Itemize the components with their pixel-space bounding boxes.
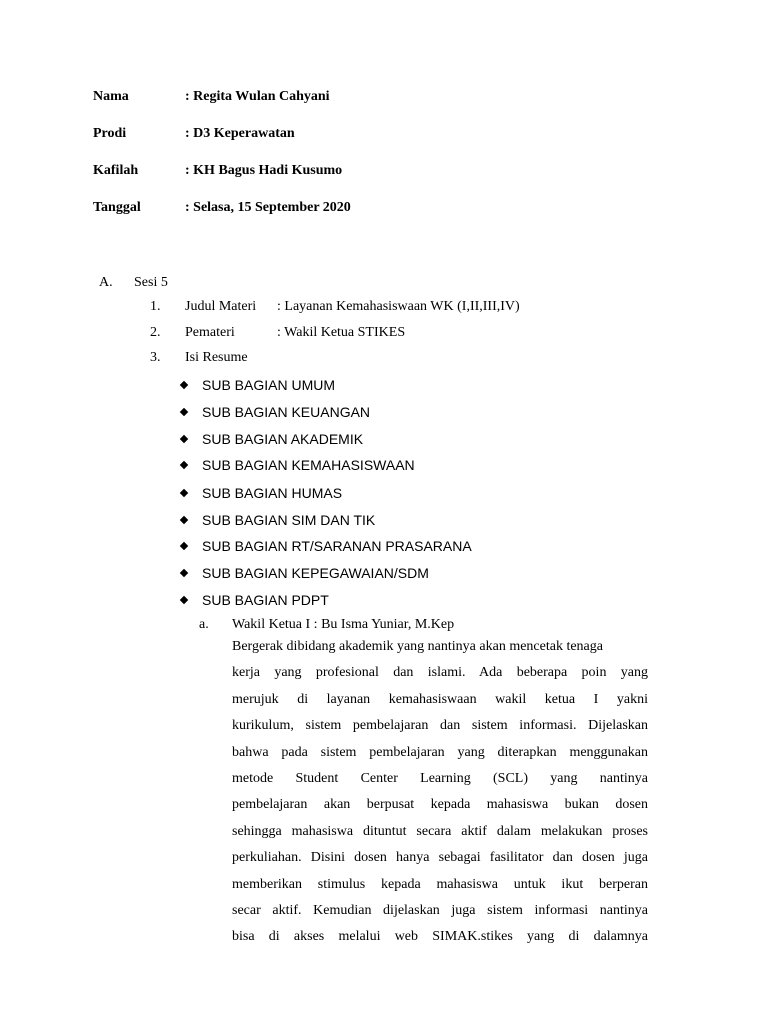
paragraph-line: Bergerak dibidang akademik yang nantinya akan mencetak tenaga [232, 639, 603, 654]
paragraph-line: perkuliahan. Disini dosen hanya sebagai fasilitator dan dosen juga [232, 850, 648, 866]
paragraph-line: secar aktif. Kemudian dijelaskan juga sistem informasi nantinya [232, 902, 648, 918]
item-label: Isi Resume [185, 350, 248, 365]
header-prodi-label: Prodi [93, 126, 127, 141]
resume-paragraph [232, 638, 648, 955]
list-item-text: SUB BAGIAN KEMAHASISWAAN [202, 457, 415, 473]
item-number: 1. [150, 299, 161, 314]
sub-item-title: Wakil Ketua I : Bu Isma Yuniar, M.Kep [232, 617, 455, 632]
paragraph-line: kurikulum, sistem pembelajaran dan sistem informasi. Dijelaskan [232, 718, 648, 734]
header-nama-label: Nama [93, 89, 129, 104]
paragraph-line: kerja yang profesional dan islami. Ada beberapa poin yang [232, 665, 648, 681]
diamond-bullet-icon [180, 542, 188, 550]
paragraph-line: metode Student Center Learning (SCL) yang nantinya [232, 770, 648, 786]
sub-item-marker: a. [199, 617, 209, 632]
list-item-text: SUB BAGIAN HUMAS [202, 485, 343, 501]
paragraph-line: bahwa pada sistem pembelajaran yang diterapkan menggunakan [232, 744, 648, 760]
diamond-bullet-icon [180, 569, 188, 577]
diamond-bullet-icon [180, 435, 188, 443]
header-kafilah-label: Kafilah [93, 163, 139, 178]
paragraph-line: pembelajaran akan berpusat kepada mahasiswa bukan dosen [232, 797, 648, 813]
header-kafilah-value: : KH Bagus Hadi Kusumo [185, 163, 343, 178]
diamond-bullet-icon [180, 408, 188, 416]
header-tanggal-value: : Selasa, 15 September 2020 [185, 200, 351, 215]
paragraph-line: memberikan stimulus kepada mahasiswa untuk ikut berperan [232, 876, 648, 892]
list-item-text: SUB BAGIAN SIM DAN TIK [202, 512, 376, 528]
diamond-bullet-icon [180, 381, 188, 389]
item-number: 2. [150, 325, 161, 340]
list-item-text: SUB BAGIAN PDPT [202, 592, 329, 608]
diamond-bullet-icon [180, 516, 188, 524]
diamond-bullet-icon [180, 596, 188, 604]
paragraph-line: merujuk di layanan kemahasiswaan wakil ketua I yakni [232, 691, 648, 707]
list-item-text: SUB BAGIAN KEUANGAN [202, 404, 371, 420]
item-value: : Wakil Ketua STIKES [277, 325, 406, 340]
section-title: Sesi 5 [134, 275, 168, 290]
item-value: : Layanan Kemahasiswaan WK (I,II,III,IV) [277, 299, 520, 314]
item-label: Judul Materi [185, 299, 257, 314]
list-item-text: SUB BAGIAN KEPEGAWAIAN/SDM [202, 565, 429, 581]
list-item-text: SUB BAGIAN RT/SARANAN PRASARANA [202, 538, 472, 554]
paragraph-line: sehingga mahasiswa dituntut secara aktif dalam melakukan proses [232, 823, 648, 839]
section-marker: A. [99, 275, 113, 290]
item-number: 3. [150, 350, 161, 365]
diamond-bullet-icon [180, 489, 188, 497]
paragraph-line: bisa di akses melalui web SIMAK.stikes yang di dalamnya [232, 929, 648, 945]
list-item-text: SUB BAGIAN AKADEMIK [202, 431, 364, 447]
diamond-bullet-icon [180, 461, 188, 469]
header-prodi-value: : D3 Keperawatan [185, 126, 295, 141]
header-nama-value: : Regita Wulan Cahyani [185, 89, 330, 104]
list-item-text: SUB BAGIAN UMUM [202, 377, 336, 393]
item-label: Pemateri [185, 325, 235, 340]
header-tanggal-label: Tanggal [93, 200, 141, 215]
